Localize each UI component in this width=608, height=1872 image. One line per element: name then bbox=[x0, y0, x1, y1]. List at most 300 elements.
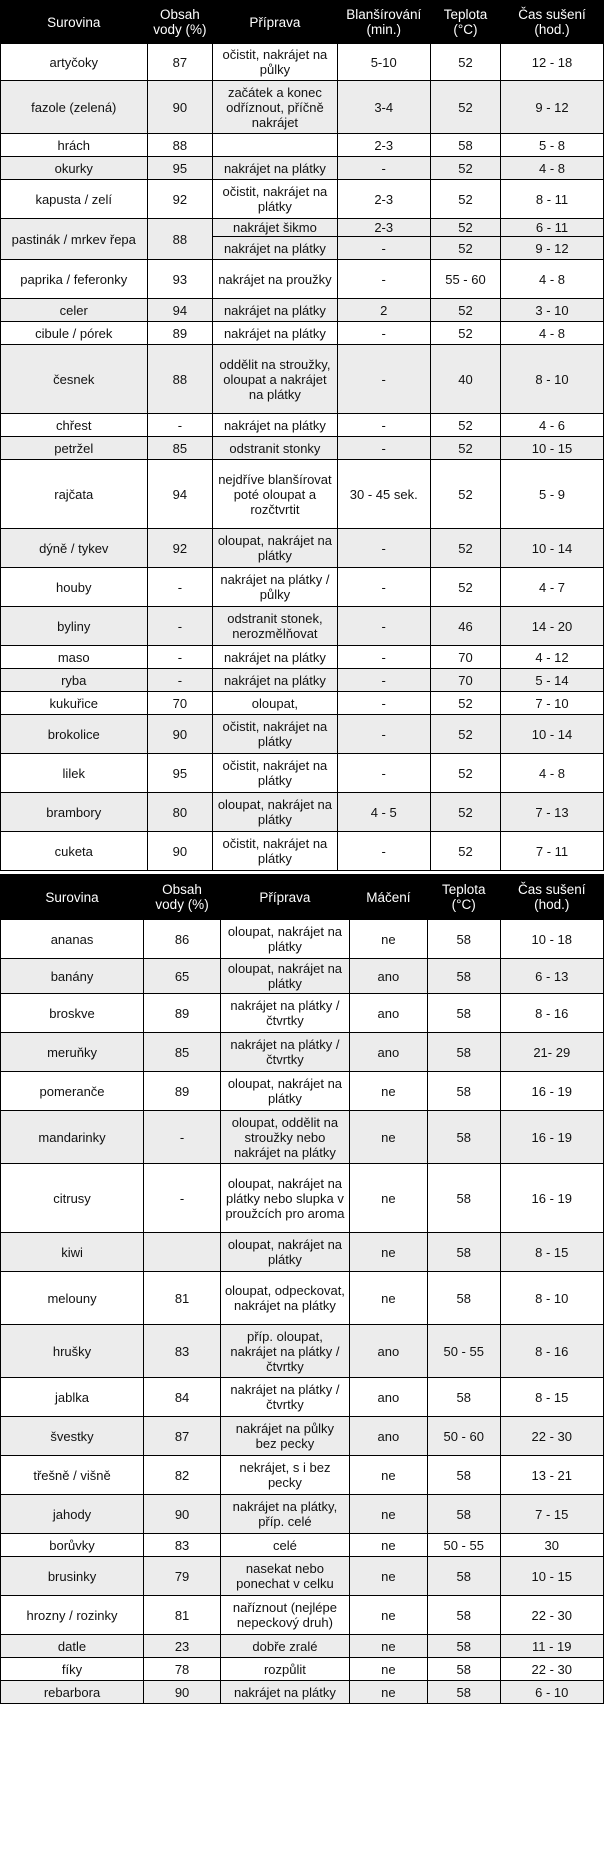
table-row bbox=[1, 669, 604, 692]
cell-ingredient: hrozny / rozinky bbox=[1, 1596, 144, 1635]
cell-preparation: očistit, nakrájet na plátky bbox=[213, 754, 337, 793]
table-row bbox=[1, 460, 604, 529]
cell-water-content bbox=[144, 1233, 221, 1272]
cell-drying-time: 7 - 11 bbox=[501, 832, 604, 871]
cell-preparation: nakrájet na plátky / čtvrtky bbox=[221, 1033, 350, 1072]
cell-preparation: začátek a konec odříznout, příčně nakrájet bbox=[213, 81, 337, 134]
cell-drying-time: 8 - 16 bbox=[500, 994, 603, 1033]
cell-ingredient: banány bbox=[1, 959, 144, 994]
cell-drying-time: 8 - 15 bbox=[500, 1233, 603, 1272]
table-row bbox=[1, 959, 604, 994]
table-row bbox=[1, 1658, 604, 1681]
cell-ingredient: brusinky bbox=[1, 1557, 144, 1596]
table-row bbox=[1, 44, 604, 81]
header-water-content: Obsah vody (%) bbox=[147, 1, 213, 44]
cell-blanching: - bbox=[337, 437, 430, 460]
cell-ingredient: česnek bbox=[1, 345, 148, 414]
cell-water-content: 92 bbox=[147, 180, 213, 219]
table-row bbox=[1, 1456, 604, 1495]
cell-preparation: oloupat, oddělit na stroužky nebo nakrájet na plátky bbox=[221, 1111, 350, 1164]
cell-temperature: 40 bbox=[430, 345, 500, 414]
cell-ingredient: artyčoky bbox=[1, 44, 148, 81]
cell-temperature: 58 bbox=[427, 1033, 500, 1072]
cell-temperature: 52 bbox=[430, 437, 500, 460]
cell-drying-time: 10 - 18 bbox=[500, 920, 603, 959]
cell-ingredient: chřest bbox=[1, 414, 148, 437]
table-row bbox=[1, 529, 604, 568]
cell-ingredient: citrusy bbox=[1, 1164, 144, 1233]
cell-preparation: nakrájet na plátky, příp. celé bbox=[221, 1495, 350, 1534]
cell-water-content: 90 bbox=[144, 1681, 221, 1704]
cell-blanching: 4 - 5 bbox=[337, 793, 430, 832]
header-temperature: Teplota (°C) bbox=[430, 1, 500, 44]
table-row bbox=[1, 157, 604, 180]
cell-drying-time: 21- 29 bbox=[500, 1033, 603, 1072]
cell-water-content: 90 bbox=[147, 81, 213, 134]
cell-drying-time: 8 - 10 bbox=[500, 1272, 603, 1325]
cell-temperature: 52 bbox=[430, 832, 500, 871]
cell-ingredient: datle bbox=[1, 1635, 144, 1658]
cell-preparation: nakrájet na plátky bbox=[213, 157, 337, 180]
table-row bbox=[1, 180, 604, 219]
cell-water-content: 93 bbox=[147, 260, 213, 299]
cell-blanching: 3-4 bbox=[337, 81, 430, 134]
cell-blanching: - bbox=[337, 322, 430, 345]
cell-preparation: očistit, nakrájet na plátky bbox=[213, 832, 337, 871]
cell-preparation: nakrájet na plátky bbox=[213, 414, 337, 437]
cell-blanching: - bbox=[337, 529, 430, 568]
cell-water-content: 90 bbox=[147, 715, 213, 754]
cell-ingredient: rebarbora bbox=[1, 1681, 144, 1704]
cell-ingredient: cuketa bbox=[1, 832, 148, 871]
cell-ingredient: hrušky bbox=[1, 1325, 144, 1378]
table-row bbox=[1, 1233, 604, 1272]
cell-preparation: nakrájet na plátky / čtvrtky bbox=[221, 1378, 350, 1417]
cell-soaking: ne bbox=[349, 1495, 427, 1534]
cell-soaking: ne bbox=[349, 1272, 427, 1325]
table-row bbox=[1, 1557, 604, 1596]
table-row bbox=[1, 260, 604, 299]
cell-preparation: oloupat, odpeckovat, nakrájet na plátky bbox=[221, 1272, 350, 1325]
cell-water-content: 81 bbox=[144, 1272, 221, 1325]
cell-blanching: - bbox=[337, 568, 430, 607]
cell-preparation: naříznout (nejlépe nepeckový druh) bbox=[221, 1596, 350, 1635]
cell-water-content: 90 bbox=[144, 1495, 221, 1534]
cell-preparation: oloupat, nakrájet na plátky bbox=[213, 529, 337, 568]
cell-blanching: - bbox=[337, 260, 430, 299]
cell-temperature: 52 bbox=[430, 793, 500, 832]
table-row bbox=[1, 692, 604, 715]
table-row bbox=[1, 920, 604, 959]
cell-water-content: 79 bbox=[144, 1557, 221, 1596]
cell-water-content: 85 bbox=[144, 1033, 221, 1072]
cell-ingredient: brokolice bbox=[1, 715, 148, 754]
cell-temperature: 52 bbox=[430, 460, 500, 529]
table-row bbox=[1, 832, 604, 871]
table-row bbox=[1, 81, 604, 134]
cell-water-content: 81 bbox=[144, 1596, 221, 1635]
cell-blanching: - bbox=[337, 669, 430, 692]
cell-preparation: nasekat nebo ponechat v celku bbox=[221, 1557, 350, 1596]
header-soaking: Máčení bbox=[349, 875, 427, 920]
cell-preparation: příp. oloupat, nakrájet na plátky / čtvrtky bbox=[221, 1325, 350, 1378]
cell-water-content: - bbox=[144, 1111, 221, 1164]
cell-water-content: - bbox=[147, 607, 213, 646]
cell-preparation bbox=[213, 134, 337, 157]
table-row bbox=[1, 219, 604, 237]
cell-temperature: 52 bbox=[430, 219, 500, 237]
cell-ingredient: meruňky bbox=[1, 1033, 144, 1072]
cell-ingredient: borůvky bbox=[1, 1534, 144, 1557]
cell-blanching: - bbox=[337, 715, 430, 754]
cell-blanching: - bbox=[337, 345, 430, 414]
cell-soaking: ano bbox=[349, 1378, 427, 1417]
cell-water-content: 88 bbox=[147, 345, 213, 414]
cell-drying-time: 10 - 15 bbox=[501, 437, 604, 460]
cell-soaking: ne bbox=[349, 1233, 427, 1272]
vegetable-drying-table bbox=[0, 0, 604, 871]
cell-ingredient: kiwi bbox=[1, 1233, 144, 1272]
cell-drying-time: 4 - 8 bbox=[501, 754, 604, 793]
header-drying-time: Čas sušení (hod.) bbox=[500, 875, 603, 920]
cell-temperature: 58 bbox=[427, 1111, 500, 1164]
cell-ingredient: mandarinky bbox=[1, 1111, 144, 1164]
cell-drying-time: 22 - 30 bbox=[500, 1417, 603, 1456]
cell-temperature: 58 bbox=[427, 1272, 500, 1325]
cell-ingredient: byliny bbox=[1, 607, 148, 646]
cell-drying-time: 5 - 8 bbox=[501, 134, 604, 157]
cell-preparation: nakrájet na půlky bez pecky bbox=[221, 1417, 350, 1456]
table-row bbox=[1, 1495, 604, 1534]
cell-blanching: - bbox=[337, 157, 430, 180]
cell-soaking: ne bbox=[349, 1111, 427, 1164]
cell-soaking: ne bbox=[349, 920, 427, 959]
cell-soaking: ano bbox=[349, 1033, 427, 1072]
cell-temperature: 58 bbox=[427, 1495, 500, 1534]
cell-preparation: oddělit na stroužky, oloupat a nakrájet na plátky bbox=[213, 345, 337, 414]
cell-temperature: 52 bbox=[430, 414, 500, 437]
cell-temperature: 58 bbox=[427, 1557, 500, 1596]
cell-temperature: 50 - 55 bbox=[427, 1325, 500, 1378]
cell-blanching: - bbox=[337, 237, 430, 260]
cell-preparation: nakrájet na plátky bbox=[213, 322, 337, 345]
cell-blanching: - bbox=[337, 692, 430, 715]
table-row bbox=[1, 322, 604, 345]
cell-drying-time: 8 - 11 bbox=[501, 180, 604, 219]
cell-drying-time: 7 - 13 bbox=[501, 793, 604, 832]
cell-soaking: ano bbox=[349, 959, 427, 994]
cell-drying-time: 22 - 30 bbox=[500, 1596, 603, 1635]
cell-ingredient: lilek bbox=[1, 754, 148, 793]
table-row bbox=[1, 414, 604, 437]
cell-ingredient: třešně / višně bbox=[1, 1456, 144, 1495]
fruit-drying-table bbox=[0, 874, 604, 1704]
cell-water-content: 94 bbox=[147, 460, 213, 529]
cell-temperature: 55 - 60 bbox=[430, 260, 500, 299]
cell-soaking: ne bbox=[349, 1681, 427, 1704]
cell-preparation: nekrájet, s i bez pecky bbox=[221, 1456, 350, 1495]
table-row bbox=[1, 1681, 604, 1704]
table-row bbox=[1, 1272, 604, 1325]
cell-water-content: 90 bbox=[147, 832, 213, 871]
cell-blanching: - bbox=[337, 754, 430, 793]
cell-blanching: - bbox=[337, 832, 430, 871]
cell-soaking: ne bbox=[349, 1557, 427, 1596]
cell-soaking: ano bbox=[349, 1417, 427, 1456]
cell-water-content: 65 bbox=[144, 959, 221, 994]
cell-ingredient: okurky bbox=[1, 157, 148, 180]
cell-water-content: - bbox=[147, 568, 213, 607]
cell-temperature: 50 - 60 bbox=[427, 1417, 500, 1456]
cell-ingredient: fazole (zelená) bbox=[1, 81, 148, 134]
cell-drying-time: 5 - 14 bbox=[501, 669, 604, 692]
cell-preparation: nejdříve blanšírovat poté oloupat a rozčtvrtit bbox=[213, 460, 337, 529]
cell-preparation: nakrájet na plátky bbox=[213, 237, 337, 260]
cell-temperature: 58 bbox=[427, 1658, 500, 1681]
cell-preparation: nakrájet na plátky bbox=[213, 669, 337, 692]
cell-drying-time: 6 - 11 bbox=[501, 219, 604, 237]
cell-drying-time: 4 - 6 bbox=[501, 414, 604, 437]
cell-ingredient: jahody bbox=[1, 1495, 144, 1534]
cell-water-content: 85 bbox=[147, 437, 213, 460]
cell-ingredient: rajčata bbox=[1, 460, 148, 529]
header-ingredient: Surovina bbox=[1, 875, 144, 920]
cell-blanching: 5-10 bbox=[337, 44, 430, 81]
table-row bbox=[1, 1635, 604, 1658]
table-row bbox=[1, 568, 604, 607]
cell-water-content: 88 bbox=[147, 219, 213, 260]
cell-preparation: nakrájet šikmo bbox=[213, 219, 337, 237]
table-row bbox=[1, 134, 604, 157]
cell-preparation: rozpůlit bbox=[221, 1658, 350, 1681]
cell-water-content: 78 bbox=[144, 1658, 221, 1681]
cell-preparation: nakrájet na plátky bbox=[221, 1681, 350, 1704]
cell-ingredient: houby bbox=[1, 568, 148, 607]
cell-water-content: 87 bbox=[147, 44, 213, 81]
cell-ingredient: kukuřice bbox=[1, 692, 148, 715]
cell-preparation: očistit, nakrájet na plátky bbox=[213, 715, 337, 754]
cell-water-content: 95 bbox=[147, 157, 213, 180]
cell-soaking: ano bbox=[349, 994, 427, 1033]
cell-drying-time: 7 - 10 bbox=[501, 692, 604, 715]
cell-temperature: 58 bbox=[427, 920, 500, 959]
cell-preparation: očistit, nakrájet na půlky bbox=[213, 44, 337, 81]
cell-drying-time: 6 - 10 bbox=[500, 1681, 603, 1704]
cell-temperature: 52 bbox=[430, 180, 500, 219]
table-row bbox=[1, 1596, 604, 1635]
cell-temperature: 58 bbox=[427, 1164, 500, 1233]
cell-temperature: 58 bbox=[427, 959, 500, 994]
cell-ingredient: jablka bbox=[1, 1378, 144, 1417]
table-row bbox=[1, 1417, 604, 1456]
cell-ingredient: ryba bbox=[1, 669, 148, 692]
cell-blanching: - bbox=[337, 607, 430, 646]
cell-water-content: - bbox=[147, 669, 213, 692]
table-row bbox=[1, 1378, 604, 1417]
cell-drying-time: 8 - 10 bbox=[501, 345, 604, 414]
cell-temperature: 52 bbox=[430, 754, 500, 793]
header-temperature: Teplota (°C) bbox=[427, 875, 500, 920]
cell-water-content: 23 bbox=[144, 1635, 221, 1658]
table-row bbox=[1, 299, 604, 322]
cell-blanching: 30 - 45 sek. bbox=[337, 460, 430, 529]
cell-ingredient: ananas bbox=[1, 920, 144, 959]
cell-preparation: nakrájet na plátky / čtvrtky bbox=[221, 994, 350, 1033]
cell-blanching: - bbox=[337, 414, 430, 437]
cell-temperature: 52 bbox=[430, 715, 500, 754]
table-header-row bbox=[1, 875, 604, 920]
cell-drying-time: 12 - 18 bbox=[501, 44, 604, 81]
cell-temperature: 52 bbox=[430, 568, 500, 607]
cell-temperature: 70 bbox=[430, 669, 500, 692]
cell-ingredient: dýně / tykev bbox=[1, 529, 148, 568]
cell-water-content: 94 bbox=[147, 299, 213, 322]
cell-water-content: 84 bbox=[144, 1378, 221, 1417]
cell-ingredient: maso bbox=[1, 646, 148, 669]
cell-soaking: ne bbox=[349, 1534, 427, 1557]
cell-water-content: - bbox=[147, 414, 213, 437]
table-row bbox=[1, 1534, 604, 1557]
cell-soaking: ne bbox=[349, 1164, 427, 1233]
cell-drying-time: 10 - 14 bbox=[501, 715, 604, 754]
cell-drying-time: 4 - 8 bbox=[501, 260, 604, 299]
cell-soaking: ano bbox=[349, 1325, 427, 1378]
cell-drying-time: 11 - 19 bbox=[500, 1635, 603, 1658]
cell-ingredient: paprika / feferonky bbox=[1, 260, 148, 299]
cell-drying-time: 3 - 10 bbox=[501, 299, 604, 322]
cell-temperature: 52 bbox=[430, 529, 500, 568]
cell-temperature: 46 bbox=[430, 607, 500, 646]
cell-ingredient: brambory bbox=[1, 793, 148, 832]
cell-soaking: ne bbox=[349, 1635, 427, 1658]
cell-temperature: 52 bbox=[430, 157, 500, 180]
cell-blanching: 2-3 bbox=[337, 180, 430, 219]
cell-blanching: 2 bbox=[337, 299, 430, 322]
cell-ingredient: petržel bbox=[1, 437, 148, 460]
header-ingredient: Surovina bbox=[1, 1, 148, 44]
cell-water-content: 70 bbox=[147, 692, 213, 715]
cell-drying-time: 10 - 15 bbox=[500, 1557, 603, 1596]
cell-temperature: 58 bbox=[427, 1233, 500, 1272]
table-row bbox=[1, 646, 604, 669]
cell-water-content: 89 bbox=[144, 1072, 221, 1111]
table-header-row bbox=[1, 1, 604, 44]
table-row bbox=[1, 607, 604, 646]
table-row bbox=[1, 715, 604, 754]
cell-ingredient: fíky bbox=[1, 1658, 144, 1681]
cell-temperature: 58 bbox=[427, 1456, 500, 1495]
cell-water-content: 87 bbox=[144, 1417, 221, 1456]
table-row bbox=[1, 754, 604, 793]
cell-soaking: ne bbox=[349, 1072, 427, 1111]
cell-drying-time: 9 - 12 bbox=[501, 81, 604, 134]
cell-preparation: oloupat, nakrájet na plátky bbox=[221, 920, 350, 959]
cell-soaking: ne bbox=[349, 1596, 427, 1635]
cell-water-content: 95 bbox=[147, 754, 213, 793]
cell-drying-time: 16 - 19 bbox=[500, 1111, 603, 1164]
cell-temperature: 58 bbox=[427, 994, 500, 1033]
cell-blanching: - bbox=[337, 646, 430, 669]
cell-temperature: 52 bbox=[430, 299, 500, 322]
table-row bbox=[1, 1164, 604, 1233]
cell-soaking: ne bbox=[349, 1456, 427, 1495]
cell-drying-time: 4 - 12 bbox=[501, 646, 604, 669]
table-row bbox=[1, 345, 604, 414]
cell-water-content: 89 bbox=[144, 994, 221, 1033]
table-row bbox=[1, 1111, 604, 1164]
cell-preparation: oloupat, nakrájet na plátky nebo slupka v proužcích pro aroma bbox=[221, 1164, 350, 1233]
cell-drying-time: 7 - 15 bbox=[500, 1495, 603, 1534]
cell-preparation: oloupat, bbox=[213, 692, 337, 715]
cell-temperature: 52 bbox=[430, 322, 500, 345]
cell-temperature: 58 bbox=[427, 1681, 500, 1704]
cell-temperature: 52 bbox=[430, 692, 500, 715]
cell-temperature: 58 bbox=[427, 1596, 500, 1635]
cell-preparation: odstranit stonky bbox=[213, 437, 337, 460]
cell-preparation: oloupat, nakrájet na plátky bbox=[221, 1072, 350, 1111]
cell-drying-time: 8 - 16 bbox=[500, 1325, 603, 1378]
cell-water-content: 92 bbox=[147, 529, 213, 568]
cell-blanching: 2-3 bbox=[337, 219, 430, 237]
cell-drying-time: 10 - 14 bbox=[501, 529, 604, 568]
cell-preparation: dobře zralé bbox=[221, 1635, 350, 1658]
cell-water-content: 83 bbox=[144, 1534, 221, 1557]
cell-soaking: ne bbox=[349, 1658, 427, 1681]
cell-water-content: 82 bbox=[144, 1456, 221, 1495]
cell-preparation: oloupat, nakrájet na plátky bbox=[213, 793, 337, 832]
cell-temperature: 58 bbox=[427, 1072, 500, 1111]
header-preparation: Příprava bbox=[213, 1, 337, 44]
cell-ingredient: melouny bbox=[1, 1272, 144, 1325]
cell-drying-time: 4 - 7 bbox=[501, 568, 604, 607]
cell-preparation: oloupat, nakrájet na plátky bbox=[221, 1233, 350, 1272]
cell-drying-time: 16 - 19 bbox=[500, 1164, 603, 1233]
cell-water-content: 89 bbox=[147, 322, 213, 345]
cell-temperature: 58 bbox=[427, 1378, 500, 1417]
cell-drying-time: 14 - 20 bbox=[501, 607, 604, 646]
table-row bbox=[1, 1325, 604, 1378]
cell-blanching: 2-3 bbox=[337, 134, 430, 157]
cell-ingredient: pastinák / mrkev řepa bbox=[1, 219, 148, 260]
cell-temperature: 58 bbox=[430, 134, 500, 157]
cell-drying-time: 22 - 30 bbox=[500, 1658, 603, 1681]
header-drying-time: Čas sušení (hod.) bbox=[501, 1, 604, 44]
cell-water-content: 80 bbox=[147, 793, 213, 832]
cell-ingredient: kapusta / zelí bbox=[1, 180, 148, 219]
cell-temperature: 52 bbox=[430, 44, 500, 81]
header-preparation: Příprava bbox=[221, 875, 350, 920]
cell-water-content: - bbox=[144, 1164, 221, 1233]
cell-ingredient: broskve bbox=[1, 994, 144, 1033]
cell-water-content: 83 bbox=[144, 1325, 221, 1378]
table-row bbox=[1, 1072, 604, 1111]
cell-ingredient: celer bbox=[1, 299, 148, 322]
cell-drying-time: 4 - 8 bbox=[501, 322, 604, 345]
cell-water-content: - bbox=[147, 646, 213, 669]
cell-drying-time: 4 - 8 bbox=[501, 157, 604, 180]
cell-ingredient: pomeranče bbox=[1, 1072, 144, 1111]
table-row bbox=[1, 1033, 604, 1072]
header-water-content: Obsah vody (%) bbox=[144, 875, 221, 920]
cell-drying-time: 16 - 19 bbox=[500, 1072, 603, 1111]
cell-drying-time: 6 - 13 bbox=[500, 959, 603, 994]
cell-water-content: 86 bbox=[144, 920, 221, 959]
table-row bbox=[1, 994, 604, 1033]
cell-preparation: očistit, nakrájet na plátky bbox=[213, 180, 337, 219]
cell-preparation: nakrájet na plátky bbox=[213, 646, 337, 669]
cell-preparation: celé bbox=[221, 1534, 350, 1557]
cell-preparation: odstranit stonek, nerozmělňovat bbox=[213, 607, 337, 646]
